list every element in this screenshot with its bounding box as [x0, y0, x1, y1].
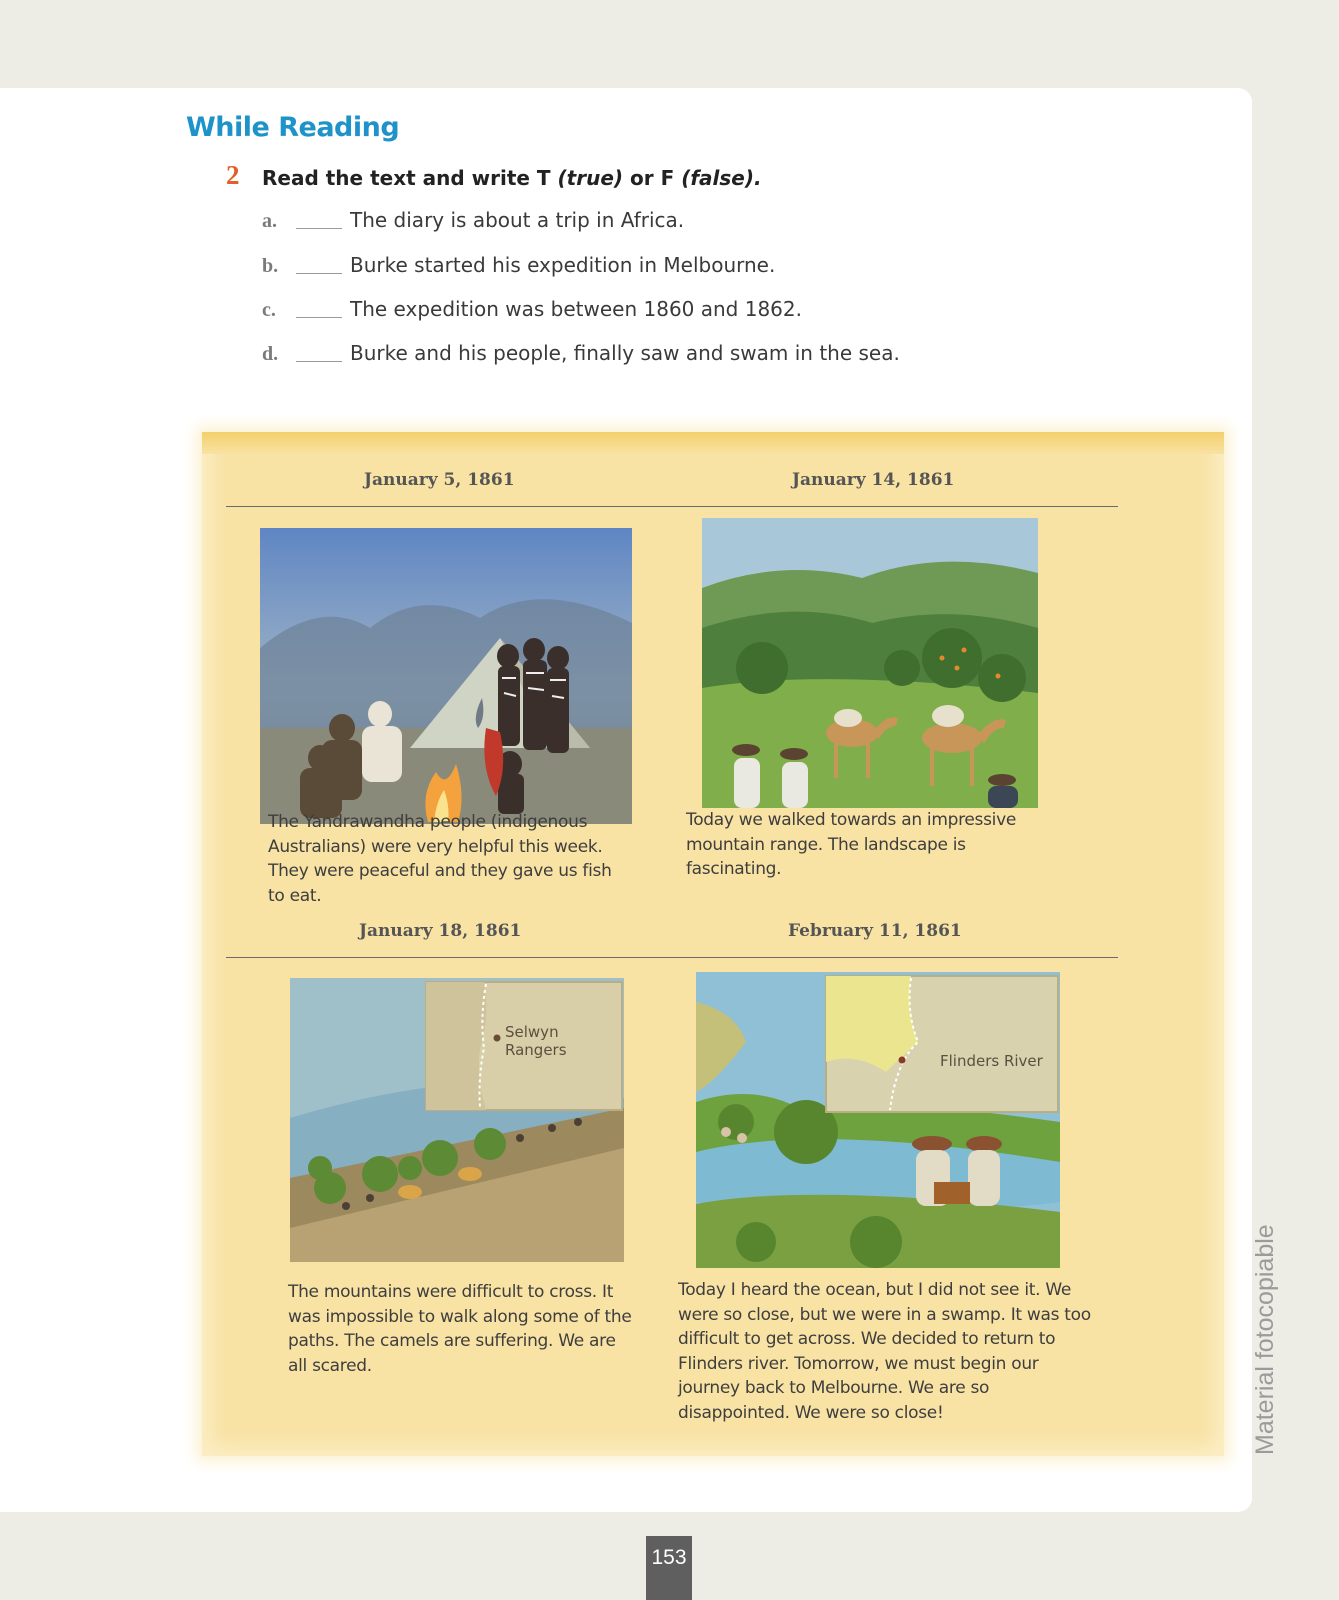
item-statement: The expedition was between 1860 and 1862. — [350, 297, 802, 321]
camp-with-indigenous-people-illustration — [260, 528, 632, 824]
diary-date: January 14, 1861 — [792, 470, 955, 490]
item-statement: The diary is about a trip in Africa. — [350, 208, 685, 232]
item-statement: Burke and his people, finally saw and swam in the sea. — [350, 341, 900, 365]
exercise-instruction: Read the text and write T (true) or F (false). — [262, 166, 762, 190]
answer-blank[interactable] — [296, 361, 342, 362]
item-letter: b. — [262, 255, 279, 277]
answer-blank[interactable] — [296, 228, 342, 229]
diary-date: January 5, 1861 — [364, 470, 515, 490]
item-letter: d. — [262, 343, 279, 365]
item-letter: a. — [262, 210, 277, 232]
diary-entry-text: The Yandrawandha people (indigenous Australians) were very helpful this week. They were peaceful and they gave us fish to eat. — [268, 812, 612, 906]
diary-date: January 18, 1861 — [359, 921, 522, 941]
diary-panel — [202, 432, 1224, 1456]
diary-entry-text: The mountains were difficult to cross. It was impossible to walk along some of the paths. The camels are suffering. We are all scared. — [288, 1282, 632, 1376]
swamp-crossing-with-map-illustration — [696, 972, 1060, 1268]
date-rule — [226, 506, 1118, 507]
date-rule — [226, 957, 1118, 958]
diary-date: February 11, 1861 — [788, 921, 962, 941]
answer-blank[interactable] — [296, 317, 342, 318]
exercise-number: 2 — [226, 160, 240, 190]
map-label-flinders: Flinders River — [940, 1052, 1043, 1070]
map-label-rangers: Rangers — [505, 1041, 567, 1059]
diary-entry-text: Today I heard the ocean, but I did not see it. We were so close, but we were in a swamp. It was too difficult to get across. We decided to return to Flinders river. Tomorrow, we must begin our journey back to Melbourne. We are so disappointed. We were so close! — [678, 1280, 1091, 1423]
answer-blank[interactable] — [296, 273, 342, 274]
diary-entry-text: Today we walked towards an impressive mountain range. The landscape is fascinating. — [686, 810, 1017, 879]
item-letter: c. — [262, 299, 276, 321]
camels-in-green-valley-illustration — [702, 518, 1038, 808]
page-number: 153 — [646, 1536, 692, 1600]
item-statement: Burke started his expedition in Melbourne. — [350, 253, 776, 277]
section-title: While Reading — [186, 112, 400, 143]
climbing-mountain-with-map-illustration — [290, 978, 624, 1262]
map-label-selwyn: Selwyn — [505, 1023, 559, 1041]
photocopiable-label: Material fotocopiable — [1251, 1224, 1279, 1455]
